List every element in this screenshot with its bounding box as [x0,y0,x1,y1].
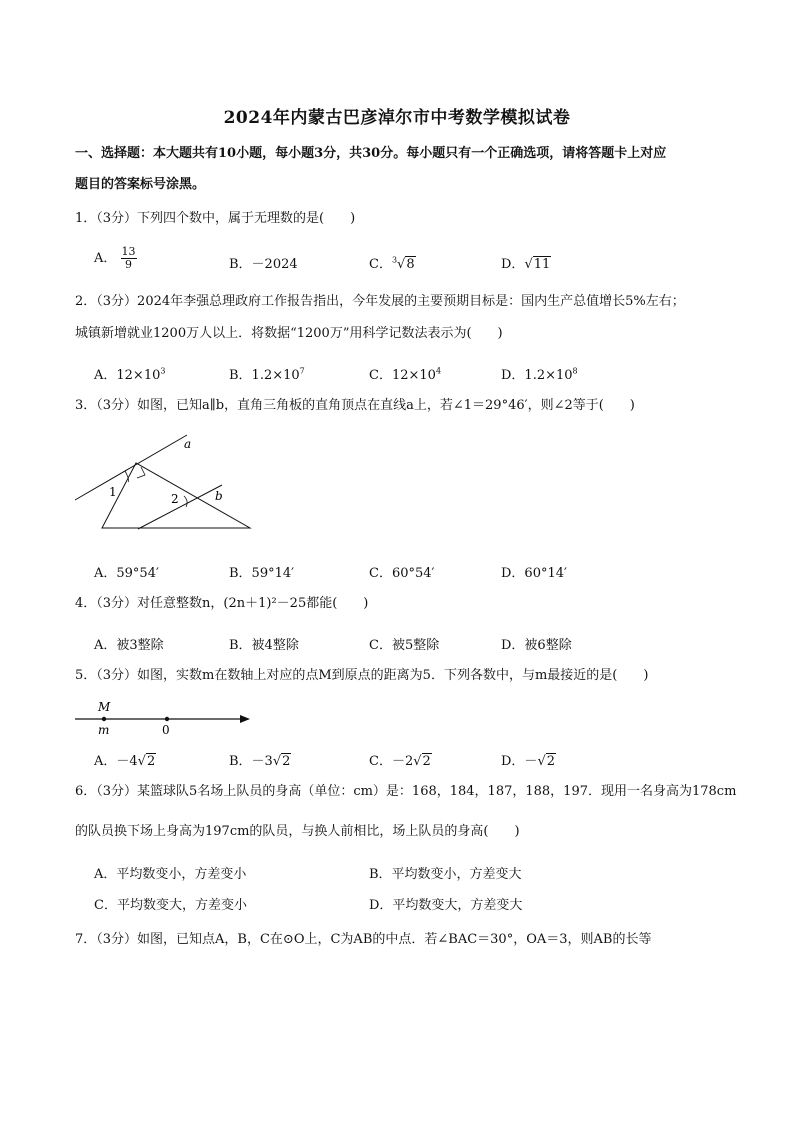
q2-stem-line2: 城镇新增就业1200万人以上．将数据“1200万”用科学记数法表示为( ) [75,326,503,341]
page-title: 2024年内蒙古巴彦淖尔市中考数学模拟试卷 [223,108,571,128]
q3-stem: 3．（3分）如图，已知a∥b，直角三角板的直角顶点在直线a上，若∠1＝29°46′，则∠2等于( ) [75,398,635,413]
q4-option-a: A．被3整除 [94,638,164,653]
q5-point-M [102,717,106,721]
q2-option-b: B．$1.2\times 10^7$ [229,366,305,383]
q3-angle2-arc [184,496,187,507]
q3-option-a: A．59°54′ [94,566,159,581]
q3-line-a [75,435,187,500]
q2-option-c: C．$12\times 10^4$ [369,366,442,383]
q7-stem: 7．（3分）如图，已知点A，B，C在⊙O上，C为AB的中点．若∠BAC＝30°，OA＝3，则AB的长等 [75,932,652,947]
q1-option-c: C．$^3$√8 [369,255,415,272]
q4-option-d: D．被6整除 [501,638,572,653]
q1-fraction: $\frac{13}{9}$ [121,245,136,271]
q2-option-d: D．$1.2\times 10^8$ [501,366,578,383]
q6-option-c: C．平均数变大，方差变小 [94,898,247,913]
q5-option-a: A．－4√2 [94,754,156,769]
q3-figure [70,430,260,540]
q3-right-angle-mark [137,467,145,478]
q3-option-d: D．60°14′ [501,566,567,581]
q2-option-a: A．$12\times 10^3$ [94,366,166,383]
section-header-line1: 一、选择题：本大题共有10小题，每小题3分，共30分。每小题只有一个正确选项，请将答题卡上对应 [75,146,667,161]
q5-option-c: C．－2√2 [369,754,431,769]
q2-stem-line1: 2．（3分）2024年李强总理政府工作报告指出，今年发展的主要预期目标是：国内生产总值增长5%左右； [75,294,685,309]
q5-stem: 5．（3分）如图，实数m在数轴上对应的点M到原点的距离为5．下列各数中，与m最接近的是( ) [75,668,649,683]
q1-option-d: D．√11 [501,257,551,272]
q1-option-b: B．－2024 [229,257,298,272]
q5-option-d: D．－√2 [501,754,556,769]
q5-number-line [70,697,260,739]
q5-point-origin [165,717,169,721]
q6-stem-line2: 的队员换下场上身高为197cm的队员，与换人前相比，场上队员的身高( ) [75,824,520,839]
section-header-line2: 题目的答案标号涂黑。 [75,177,206,192]
q6-option-b: B．平均数变小，方差变大 [369,867,522,882]
q4-option-c: C．被5整除 [369,638,440,653]
q1-stem: 1．（3分）下列四个数中，属于无理数的是( ) [75,211,356,226]
q3-label-2: 2 [171,492,179,506]
q3-label-a: a [184,437,192,451]
q3-option-c: C．60°54′ [369,566,435,581]
q1-option-a: A． $\frac{13}{9}$ [94,245,136,271]
q6-option-a: A．平均数变小，方差变小 [94,867,247,882]
q3-line-b [138,485,222,529]
q6-option-d: D．平均数变大，方差变大 [369,898,523,913]
q5-label-M: M [98,700,111,714]
q5-option-b: B．－3√2 [229,754,291,769]
q4-stem: 4．（3分）对任意整数n，(2n＋1)²－25都能( ) [75,596,369,611]
q4-option-b: B．被4整除 [229,638,299,653]
q3-label-b: b [215,489,223,503]
q3-label-1: 1 [109,485,117,499]
q5-label-0: 0 [162,723,170,737]
q5-label-m: m [98,723,110,737]
q5-arrow [240,715,250,723]
q6-stem-line1: 6．（3分）某篮球队5名场上队员的身高（单位：cm）是：168，184，187，188，197．现用一名身高为178cm [75,784,737,799]
q3-option-b: B．59°14′ [229,566,295,581]
